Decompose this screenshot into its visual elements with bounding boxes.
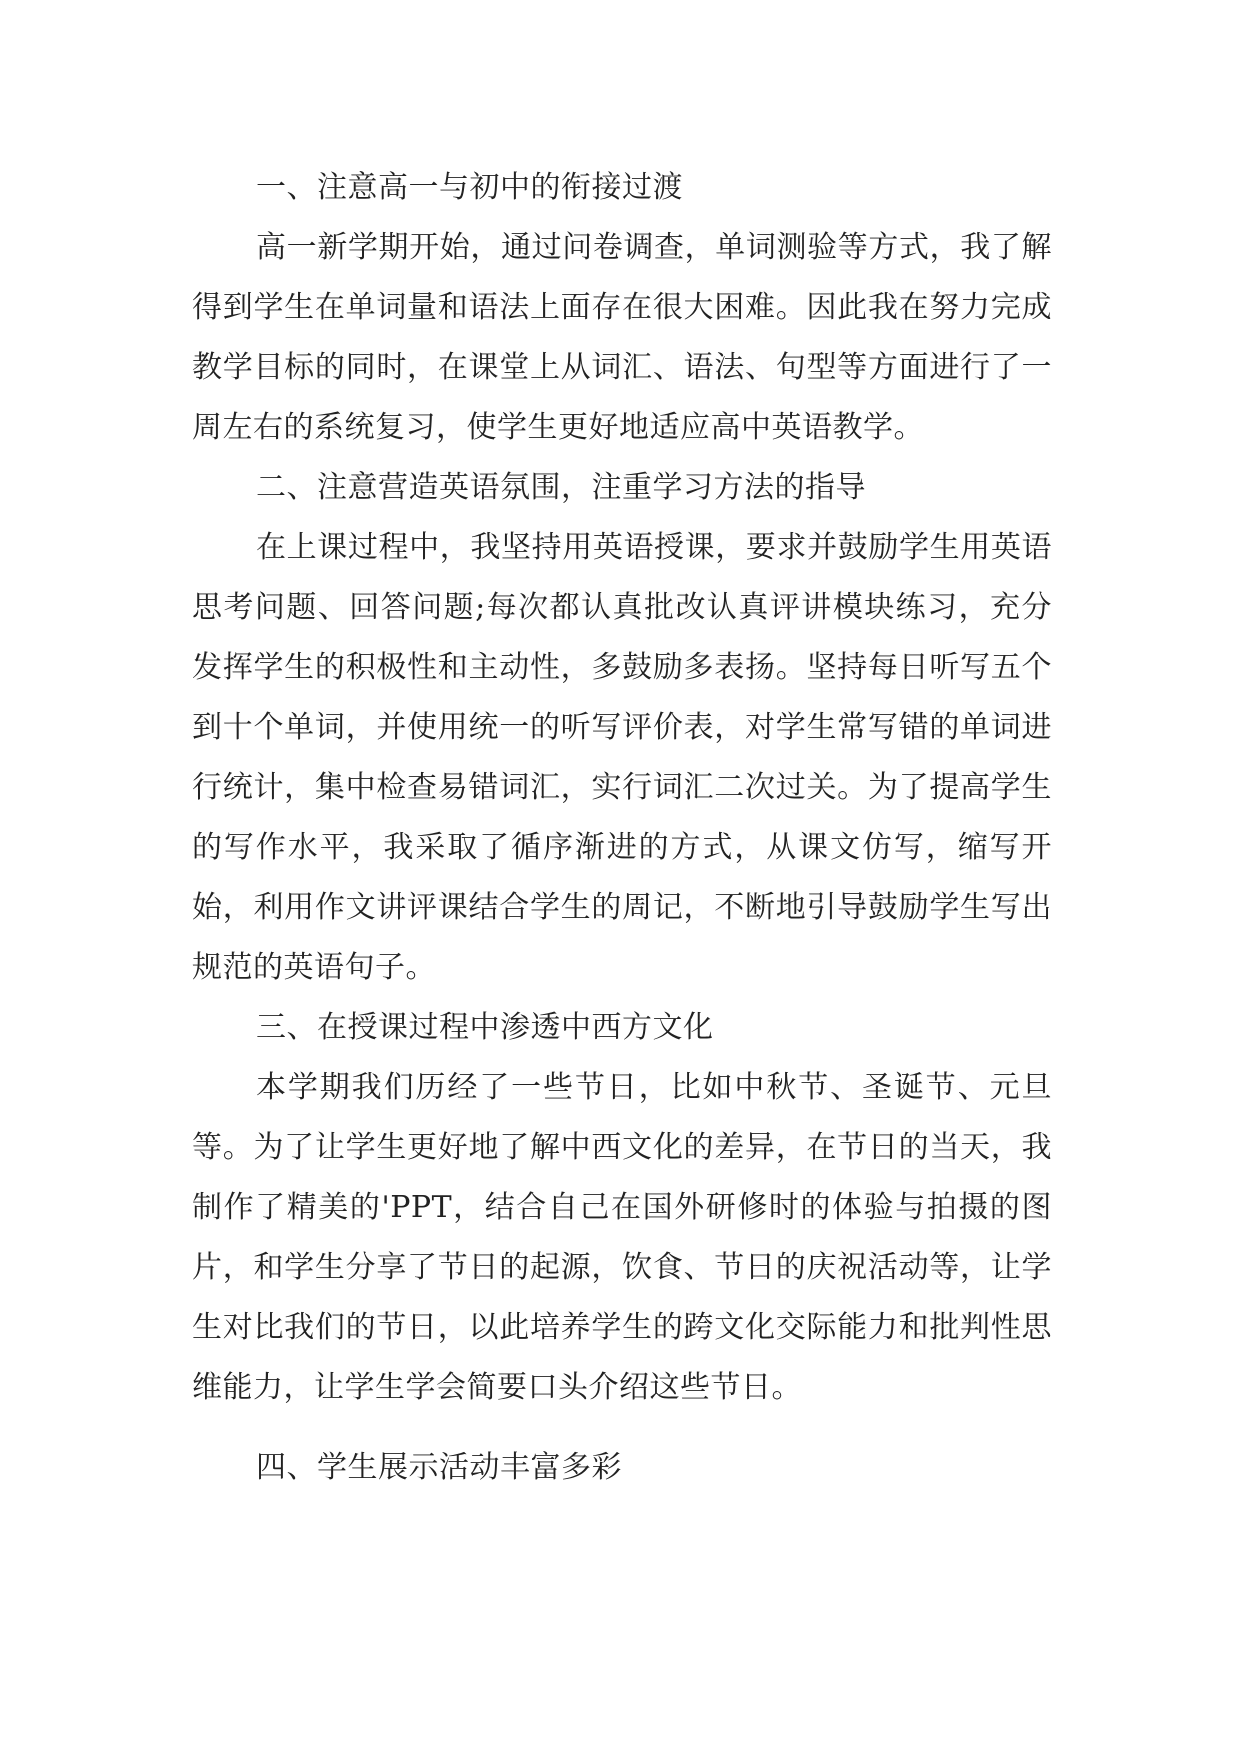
section-heading-1: 一、注意高一与初中的衔接过渡 <box>256 170 683 205</box>
document-body <box>192 158 1052 1498</box>
body-paragraph-3: 本学期我们历经了一些节日，比如中秋节、圣诞节、元旦等。为了让学生更好地了解中西文化的差异，在节日的当天，我制作了精美的'PPT，结合自己在国外研修时的体验与拍摄的图片，和学生分享了节日的起源，饮食、节日的庆祝活动等，让学生对比我们的节日，以此培养学生的跨文化交际能力和批判性思维能力，让学生学会简要口头介绍这些节日。 <box>192 1070 1052 1405</box>
body-paragraph-1: 高一新学期开始，通过问卷调查，单词测验等方式，我了解得到学生在单词量和语法上面存在很大困难。因此我在努力完成教学目标的同时，在课堂上从词汇、语法、句型等方面进行了一周左右的系统复习，使学生更好地适应高中英语教学。 <box>192 230 1052 445</box>
section-heading-4: 四、学生展示活动丰富多彩 <box>256 1450 622 1485</box>
body-paragraph-2: 在上课过程中，我坚持用英语授课，要求并鼓励学生用英语思考问题、回答问题;每次都认真批改认真评讲模块练习，充分发挥学生的积极性和主动性，多鼓励多表扬。坚持每日听写五个到十个单词，并使用统一的听写评价表，对学生常写错的单词进行统计，集中检查易错词汇，实行词汇二次过关。为了提高学生的写作水平，我采取了循序渐进的方式，从课文仿写，缩写开始，利用作文讲评课结合学生的周记，不断地引导鼓励学生写出规范的英语句子。 <box>192 530 1052 985</box>
section-heading-2: 二、注意营造英语氛围，注重学习方法的指导 <box>256 470 866 505</box>
section-heading-3: 三、在授课过程中渗透中西方文化 <box>256 1010 714 1045</box>
